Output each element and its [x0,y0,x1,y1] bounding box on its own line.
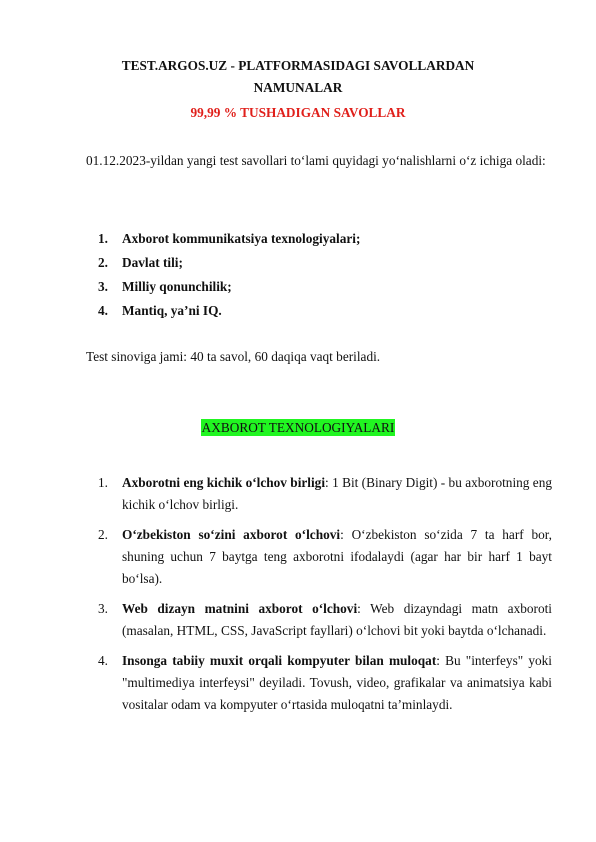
question-separator: : [325,475,329,490]
topic-number: 3. [98,279,108,294]
question-text: 1 Bit (Binary Digit) - bu axborotning eng kichik o‘lchov birligi. [122,475,552,512]
question-term: O‘zbekiston so‘zini axborot o‘lchovi [122,527,341,542]
question-body [122,472,552,516]
question-number: 4. [98,653,108,668]
question-item [98,524,552,590]
question-text: Bu "interfeys" yoki "multimediya interfeysi" deyiladi. Tovush, video, grafikalar va animatsiya kabi vositalar odam va kompyuter o‘rtasida muloqatni ta’minlaydi. [122,653,552,712]
question-separator: : [436,653,440,668]
topics-list [98,227,360,323]
question-term: Web dizayn matnini axborot o‘lchovi [122,601,358,616]
question-term: Axborotni eng kichik o‘lchov birligi [122,475,326,490]
question-number: 2. [98,527,108,542]
questions-list [98,472,552,724]
document-title-line2: NAMUNALAR [253,80,343,95]
question-item [98,598,552,642]
question-number: 3. [98,601,108,616]
question-separator: : [340,527,344,542]
summary-paragraph: Test sinoviga jami: 40 ta savol, 60 daqiqa vaqt beriladi. [86,349,381,364]
topic-label: Mantiq, ya’ni IQ. [122,303,222,318]
topic-number: 4. [98,303,108,318]
question-number: 1. [98,475,108,490]
question-item [98,472,552,516]
document-subtitle: 99,99 % TUSHADIGAN SAVOLLAR [190,105,406,120]
question-body [122,650,552,716]
topic-label: Davlat tili; [122,255,183,270]
topic-label: Milliy qonunchilik; [122,279,232,294]
topic-label: Axborot kommunikatsiya texnologiyalari; [122,231,361,246]
question-item [98,650,552,716]
topic-item [98,251,360,275]
question-body [122,598,552,642]
intro-paragraph: 01.12.2023-yildan yangi test savollari to‘lami quyidagi yo‘nalishlarni o‘z ichiga oladi: [86,153,546,168]
section-heading [0,420,596,436]
question-separator: : [357,601,361,616]
topic-item [98,275,360,299]
topic-item [98,227,360,251]
question-term: Insonga tabiiy muxit orqali kompyuter bilan muloqat [122,653,437,668]
document-title-line1: TEST.ARGOS.UZ - PLATFORMASIDAGI SAVOLLARDAN [121,58,475,73]
question-text: O‘zbekiston so‘zida 7 ta harf bor, shuning uchun 7 baytga teng axborotni ifodalaydi (agar har bir harf 1 bayt bo‘lsa). [122,527,552,586]
section-title: AXBOROT TEXNOLOGIYALARI [201,420,395,435]
topic-number: 2. [98,255,108,270]
topic-item [98,299,360,323]
question-body [122,524,552,590]
topic-number: 1. [98,231,108,246]
question-text: Web dizayndagi matn axboroti (masalan, HTML, CSS, JavaScript fayllari) o‘lchovi bit yoki baytda o‘lchanadi. [122,601,552,638]
